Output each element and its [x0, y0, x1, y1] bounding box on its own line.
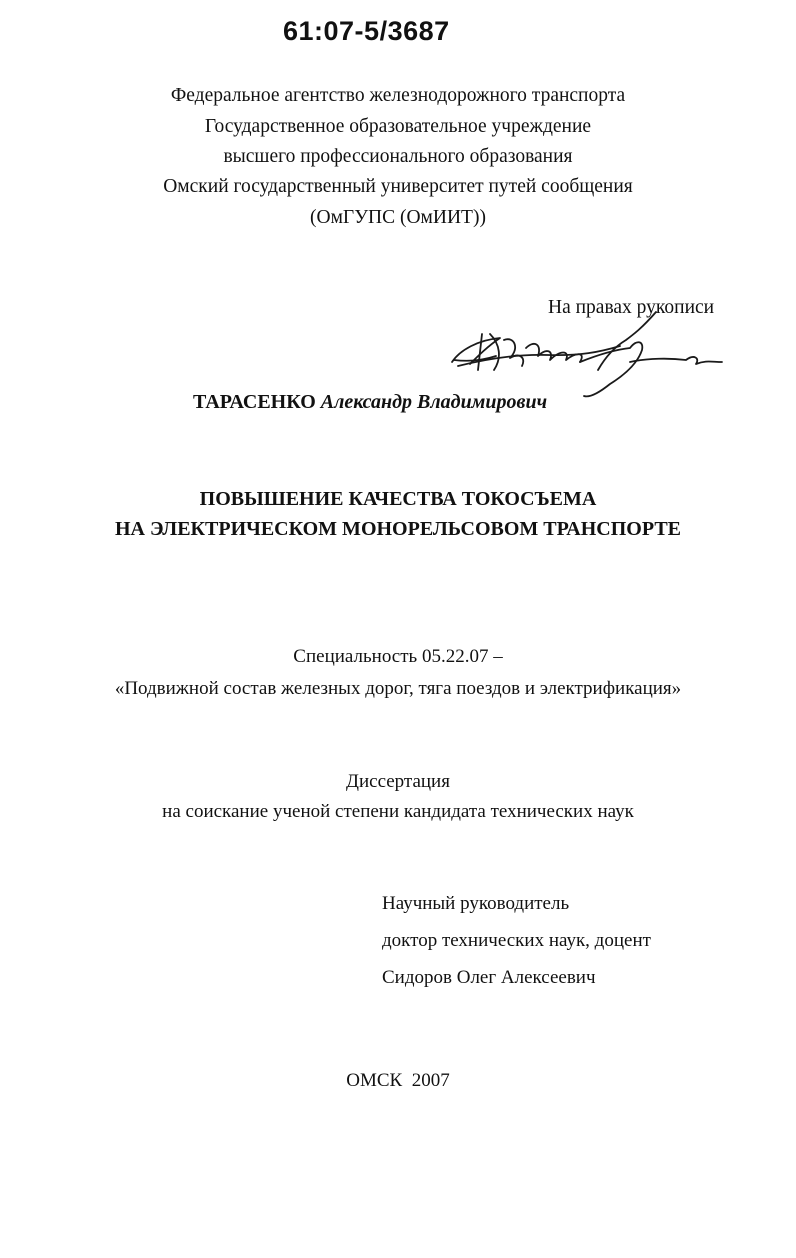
specialty-code: Специальность 05.22.07 – [293, 646, 503, 667]
degree-purpose: на соискание ученой степени кандидата технических наук [162, 801, 634, 822]
author-name [193, 391, 547, 414]
specialty-name: «Подвижной состав железных дорог, тяга поездов и электрификация» [114, 678, 682, 699]
author-given-names: Александр Владимирович [320, 391, 548, 413]
place-and-year: ОМСК 2007 [346, 1070, 450, 1091]
degree-type: Диссертация [346, 771, 450, 792]
handwritten-signature [430, 300, 730, 405]
supervisor-role: Научный руководитель [382, 893, 570, 914]
supervisor-degree: доктор технических наук, доцент [382, 930, 651, 951]
title-line-1: ПОВЫШЕНИЕ КАЧЕСТВА ТОКОСЪЕМА [199, 488, 597, 510]
institution-line-level: высшего профессионального образования [223, 146, 573, 167]
supervisor-name: Сидоров Олег Алексеевич [382, 967, 596, 988]
institution-line-name: Омский государственный университет путей сообщения [163, 176, 633, 197]
institution-line-agency: Федеральное агентство железнодорожного транспорта [170, 85, 626, 106]
manuscript-rights-note: На правах рукописи [548, 297, 715, 318]
author-surname: ТАРАСЕНКО [193, 391, 316, 413]
title-line-2: НА ЭЛЕКТРИЧЕСКОМ МОНОРЕЛЬСОВОМ ТРАНСПОРТЕ [115, 518, 681, 540]
institution-line-type: Государственное образовательное учреждение [204, 116, 592, 137]
document-code: 61:07-5/3687 [283, 16, 450, 46]
institution-line-abbreviation: (ОмГУПС (ОмИИТ)) [310, 207, 486, 228]
